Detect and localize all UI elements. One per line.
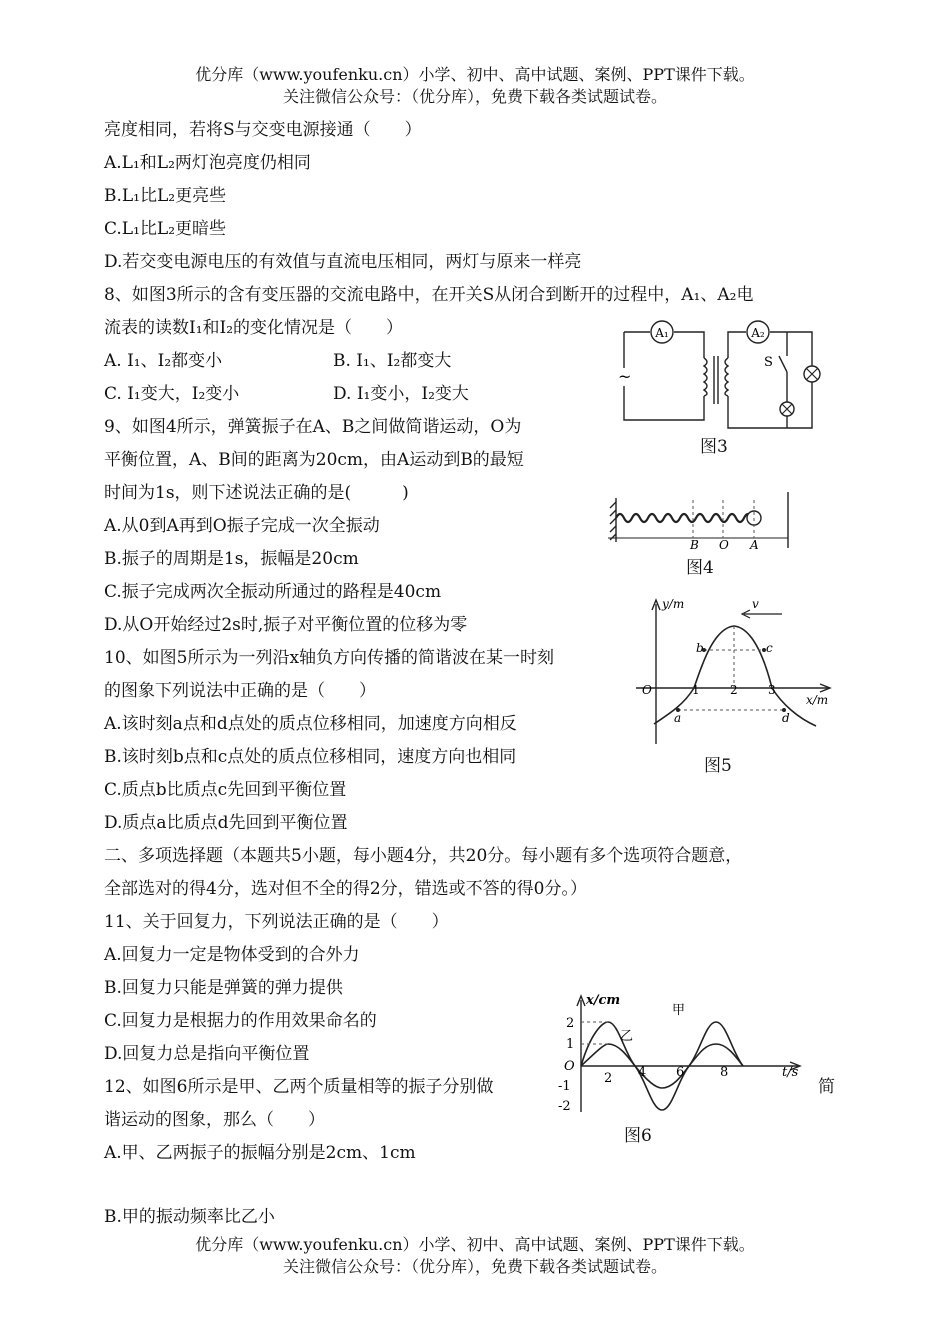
q7-option-b: B.L₁比L₂更亮些 <box>104 186 227 206</box>
fig6-origin: O <box>564 1059 575 1074</box>
q12-stem-2: 谐运动的图象，那么（ ） <box>104 1110 325 1130</box>
fig5-xlabel: x/m <box>806 693 829 707</box>
fig5-origin: O <box>642 683 652 697</box>
point-b-label: B <box>690 538 699 552</box>
q12-stem-1: 12、如图6所示是甲、乙两个质量相等的振子分别做 <box>104 1077 494 1097</box>
header-line-1: 优分库（www.youfenku.cn）小学、初中、高中试题、案例、PPT课件下载。 <box>195 65 755 84</box>
fig6-xlabel: t/s <box>782 1065 799 1080</box>
q9-option-d: D.从O开始经过2s时,振子对平衡位置的位移为零 <box>104 615 468 635</box>
q9-option-a: A.从0到A再到O振子完成一次全振动 <box>104 516 380 536</box>
fig6-ytick-1: 1 <box>566 1037 575 1052</box>
q10-option-d: D.质点a比质点d先回到平衡位置 <box>104 813 348 833</box>
section2-line-2: 全部选对的得4分，选对但不全的得2分，错选或不答的得0分。） <box>104 879 587 899</box>
q8-stem-2: 流表的读数I₁和I₂的变化情况是（ ） <box>104 318 404 338</box>
q10-stem-1: 10、如图5所示为一列沿x轴负方向传播的简谐波在某一时刻 <box>104 648 555 668</box>
fig6-jia-label: 甲 <box>672 1003 686 1018</box>
q8-option-b: B. I₁、I₂都变大 <box>333 351 452 371</box>
fig6-ytick-neg2: -2 <box>558 1099 571 1114</box>
q10-option-c: C.质点b比质点c先回到平衡位置 <box>104 780 347 800</box>
q11-stem: 11、关于回复力，下列说法正确的是（ ） <box>104 912 449 932</box>
q7-option-d: D.若交变电源电压的有效值与直流电压相同，两灯与原来一样亮 <box>104 252 582 272</box>
q9-stem-3: 时间为1s，则下述说法正确的是( ) <box>104 483 409 503</box>
q8-option-a: A. I₁、I₂都变小 <box>104 351 223 371</box>
q9-option-c: C.振子完成两次全振动所通过的路程是40cm <box>104 582 442 602</box>
a1-label: A₁ <box>655 326 669 340</box>
figure-4-caption: 图4 <box>686 558 714 578</box>
fig6-ytick-2: 2 <box>566 1016 575 1031</box>
fig6-xtick-4: 4 <box>638 1065 647 1080</box>
switch-label: S <box>764 355 773 370</box>
fig6-xtick-8: 8 <box>720 1065 729 1080</box>
fig5-point-b: b <box>696 641 704 655</box>
section2-line-1: 二、多项选择题（本题共5小题，每小题4分，共20分。每小题有多个选项符合题意， <box>104 846 743 866</box>
fig5-point-a: a <box>674 711 682 725</box>
q11-option-d: D.回复力总是指向平衡位置 <box>104 1044 310 1064</box>
q12-stem-1-tail: 简 <box>818 1077 835 1097</box>
fig5-point-d: d <box>782 711 790 725</box>
q10-stem-2: 的图象下列说法中正确的是（ ） <box>104 681 376 701</box>
q9-option-b: B.振子的周期是1s，振幅是20cm <box>104 549 359 569</box>
q7-option-c: C.L₁比L₂更暗些 <box>104 219 227 239</box>
header-line-2: 关注微信公众号：（优分库），免费下载各类试题试卷。 <box>282 87 667 106</box>
point-a-label: A <box>750 538 759 552</box>
q11-option-c: C.回复力是根据力的作用效果命名的 <box>104 1011 377 1031</box>
fig6-yi-label: 乙 <box>620 1029 634 1044</box>
q8-stem-1: 8、如图3所示的含有变压器的交流电路中，在开关S从闭合到断开的过程中，A₁、A₂电 <box>104 285 754 305</box>
q8-option-c: C. I₁变大，I₂变小 <box>104 384 240 404</box>
figure-3-caption: 图3 <box>700 437 728 457</box>
fig5-tick-1: 1 <box>692 683 700 697</box>
fig5-ylabel: y/m <box>662 597 685 611</box>
figure-5-caption: 图5 <box>704 756 732 776</box>
q7-option-a: A.L₁和L₂两灯泡亮度仍相同 <box>104 153 311 173</box>
fig6-ytick-neg1: -1 <box>558 1079 571 1094</box>
footer-line-1: 优分库（www.youfenku.cn）小学、初中、高中试题、案例、PPT课件下载。 <box>195 1235 755 1254</box>
fig5-tick-3: 3 <box>768 683 776 697</box>
fig5-point-c: c <box>766 641 773 655</box>
point-o-label: O <box>719 538 729 552</box>
fig6-xtick-2: 2 <box>604 1071 613 1086</box>
figure-6-oscillation <box>548 992 810 1118</box>
q11-option-a: A.回复力一定是物体受到的合外力 <box>104 945 360 965</box>
footer-line-2: 关注微信公众号：（优分库），免费下载各类试题试卷。 <box>282 1257 667 1276</box>
spring-icon <box>616 514 752 522</box>
fig6-xtick-6: 6 <box>676 1065 685 1080</box>
fig5-tick-2: 2 <box>730 683 738 697</box>
q11-option-b: B.回复力只能是弹簧的弹力提供 <box>104 978 343 998</box>
q8-option-d: D. I₁变小，I₂变大 <box>333 384 469 404</box>
q12-option-a: A.甲、乙两振子的振幅分别是2cm、1cm <box>104 1143 416 1163</box>
fig5-velocity-label: v <box>752 597 759 611</box>
q9-stem-1: 9、如图4所示，弹簧振子在A、B之间做简谐运动，O为 <box>104 417 522 437</box>
figure-4-spring <box>602 488 797 552</box>
a2-label: A₂ <box>751 326 765 340</box>
q10-option-a: A.该时刻a点和d点处的质点位移相同，加速度方向相反 <box>104 714 517 734</box>
figure-6-caption: 图6 <box>624 1126 652 1146</box>
q9-stem-2: 平衡位置，A、B间的距离为20cm，由A运动到B的最短 <box>104 450 524 470</box>
q7-stem-tail: 亮度相同，若将S与交变电源接通（ ） <box>104 120 422 140</box>
figure-3-circuit <box>612 318 844 433</box>
figure-5-wave <box>632 594 838 748</box>
fig6-ylabel: x/cm <box>586 993 621 1008</box>
q10-option-b: B.该时刻b点和c点处的质点位移相同，速度方向也相同 <box>104 747 517 767</box>
ac-source-label: ~ <box>618 367 632 386</box>
q12-option-b: B.甲的振动频率比乙小 <box>104 1207 275 1227</box>
